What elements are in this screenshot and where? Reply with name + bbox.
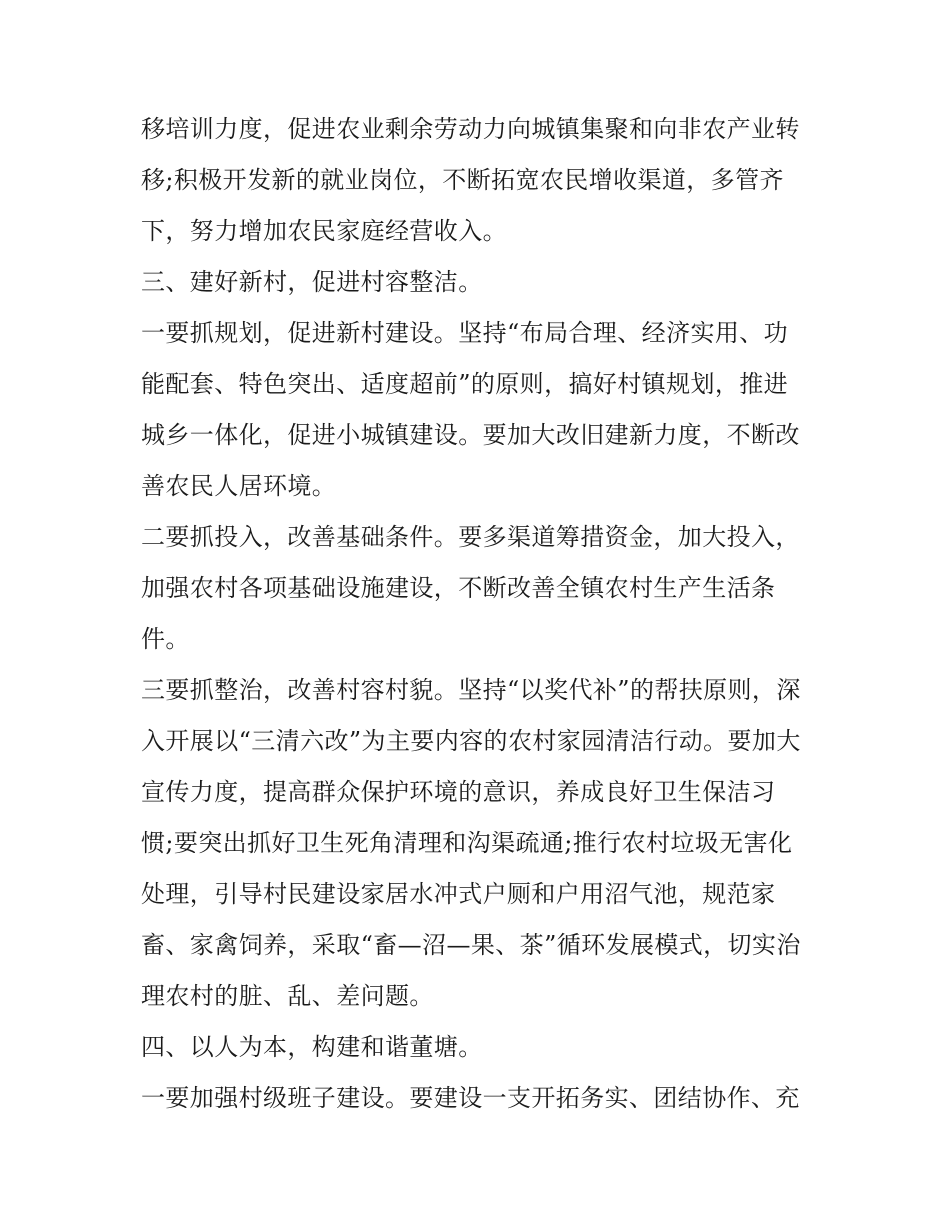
- text-line: 移;积极开发新的就业岗位，不断拓宽农民增收渠道，多管齐: [141, 166, 784, 194]
- text-line: 三要抓整治，改善村容村貌。坚持“以奖代补”的帮扶原则，深: [141, 676, 801, 704]
- section-heading: 四、以人为本，构建和谐董塘。: [141, 1033, 483, 1061]
- text-line: 一要抓规划，促进新村建设。坚持“布局合理、经济实用、功: [141, 319, 789, 347]
- text-line: 件。: [141, 625, 190, 653]
- text-line: 惯;要突出抓好卫生死角清理和沟渠疏通;推行农村垃圾无害化: [141, 829, 793, 857]
- text-line: 城乡一体化，促进小城镇建设。要加大改旧建新力度，不断改: [141, 421, 800, 449]
- section-heading: 三、建好新村，促进村容整洁。: [141, 268, 483, 296]
- text-line: 善农民人居环境。: [141, 472, 337, 500]
- document-body: [141, 104, 821, 1124]
- text-line: 处理，引导村民建设家居水冲式户厕和户用沼气池，规范家: [141, 880, 776, 908]
- text-line: 理农村的脏、乱、差问题。: [141, 982, 434, 1010]
- text-line: 一要加强村级班子建设。要建设一支开拓务实、团结协作、充: [141, 1084, 800, 1112]
- text-line: 畜、家禽饲养，采取“畜—沼—果、茶”循环发展模式，切实治: [141, 931, 801, 959]
- text-line: 下，努力增加农民家庭经营收入。: [141, 217, 507, 245]
- text-line: 二要抓投入，改善基础条件。要多渠道筹措资金，加大投入，: [141, 523, 800, 551]
- text-line: 移培训力度，促进农业剩余劳动力向城镇集聚和向非农产业转: [141, 115, 800, 143]
- text-line: 加强农村各项基础设施建设，不断改善全镇农村生产生活条: [141, 574, 776, 602]
- text-line: 能配套、特色突出、适度超前”的原则，搞好村镇规划，推进: [141, 370, 789, 398]
- text-line: 宣传力度，提高群众保护环境的意识，养成良好卫生保洁习: [141, 778, 776, 806]
- text-line: 入开展以“三清六改”为主要内容的农村家园清洁行动。要加大: [141, 727, 801, 755]
